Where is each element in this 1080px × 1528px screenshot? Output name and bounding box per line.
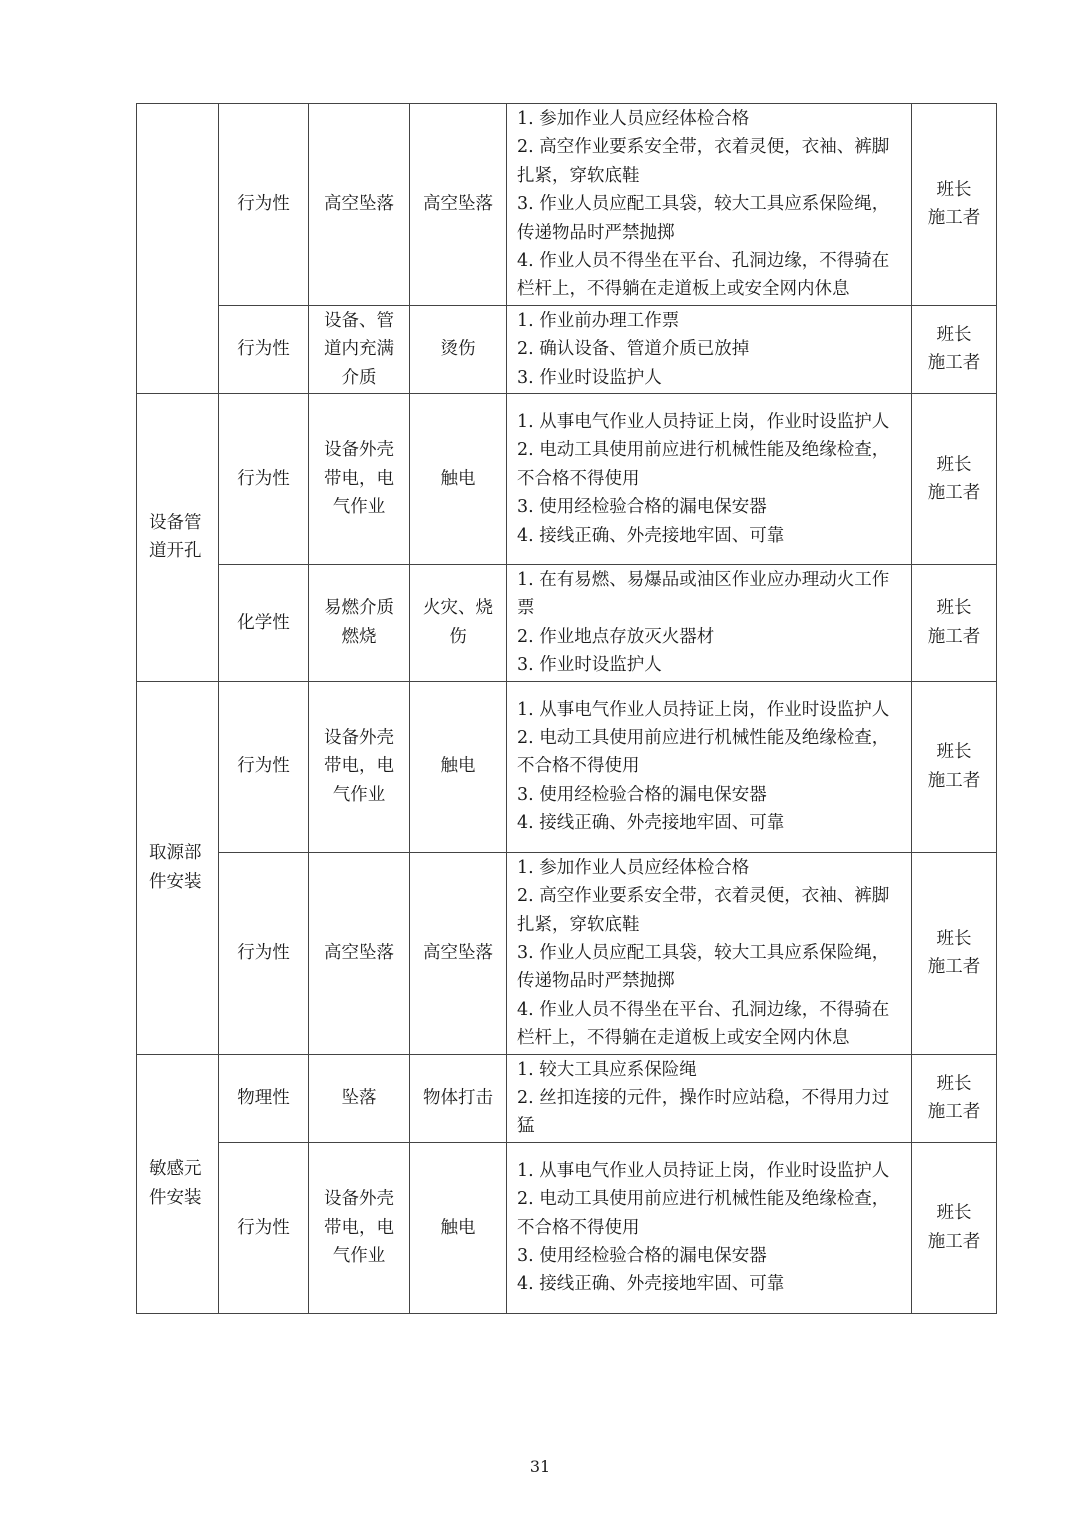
hazard-type-cell [219, 104, 309, 306]
hazard-consequence-cell [410, 305, 507, 393]
control-measures-cell [507, 565, 912, 682]
measure-item: 3. 作业时设监护人 [517, 367, 662, 388]
measure-item: 3. 作业人员应配工具袋，较大工具应系保险绳，传递物品时严禁抛掷 [517, 194, 890, 243]
measure-item: 1. 从事电气作业人员持证上岗，作业时设监护人 [517, 412, 890, 433]
measure-item: 3. 使用经检验合格的漏电保安器 [517, 784, 767, 805]
measure-item: 1. 参加作业人员应经体检合格 [517, 857, 750, 878]
hazard-cause-cell [309, 852, 410, 1054]
hazard-type-cell [219, 394, 309, 565]
hazard-type: 物理性 [237, 1087, 290, 1108]
measure-item: 1. 在有易燃、易爆品或油区作业应办理动火工作票 [517, 570, 890, 619]
responsible-person: 班长 [936, 928, 972, 949]
hazard-consequence-cell [410, 1054, 507, 1142]
responsible-person: 班长 [936, 180, 972, 201]
control-measures-cell [507, 104, 912, 306]
measure-item: 1. 较大工具应系保险绳 [517, 1059, 697, 1080]
hazard-cause: 设备外壳 带电，电 气作业 [324, 440, 394, 518]
hazard-cause: 设备外壳 带电，电 气作业 [324, 1189, 394, 1266]
hazard-consequence-cell [410, 681, 507, 852]
work-stage: 设备管 道开孔 [149, 512, 202, 562]
hazard-cause: 设备外壳 带电，电 气作业 [324, 728, 394, 805]
responsible-person: 施工者 [927, 483, 981, 504]
table-body [137, 104, 997, 1314]
table-row [137, 104, 997, 306]
hazard-consequence-cell [410, 104, 507, 306]
hazard-type-cell [219, 852, 309, 1054]
hazard-type: 行为性 [237, 339, 290, 360]
responsible-cell [912, 852, 997, 1054]
measure-item: 4. 接线正确、外壳接地牢固、可靠 [517, 813, 785, 834]
table-row [137, 1054, 997, 1142]
hazard-cause-cell [309, 394, 410, 565]
measure-item: 4. 接线正确、外壳接地牢固、可靠 [517, 1274, 785, 1295]
measure-item: 3. 使用经检验合格的漏电保安器 [517, 1245, 767, 1266]
safety-measures-table [136, 103, 997, 1314]
measure-item: 3. 使用经检验合格的漏电保安器 [517, 497, 767, 518]
hazard-consequence: 物体打击 [423, 1087, 493, 1108]
responsible-cell [912, 104, 997, 306]
control-measures-cell [507, 1142, 912, 1313]
measure-item: 4. 接线正确、外壳接地牢固、可靠 [517, 525, 785, 546]
hazard-cause: 坠落 [341, 1087, 377, 1108]
control-measures-cell [507, 1054, 912, 1142]
measure-item: 1. 从事电气作业人员持证上岗，作业时设监护人 [517, 1160, 890, 1181]
table-row [137, 852, 997, 1054]
responsible-cell [912, 1054, 997, 1142]
work-stage: 敏感元 件安装 [149, 1159, 202, 1208]
hazard-cause: 设备、管 道内充满 介质 [324, 310, 394, 388]
table-row [137, 565, 997, 682]
table-row [137, 1142, 997, 1313]
hazard-type: 行为性 [237, 942, 290, 963]
hazard-type: 行为性 [237, 1217, 290, 1238]
responsible-person: 施工者 [927, 353, 981, 374]
measure-item: 4. 作业人员不得坐在平台、孔洞边缘，不得骑在栏杆上，不得躺在走道板上或安全网内休息 [517, 251, 890, 300]
work-stage-cell [137, 681, 219, 1054]
hazard-cause-cell [309, 1054, 410, 1142]
measure-item: 1. 作业前办理工作票 [517, 310, 680, 331]
measure-item: 1. 从事电气作业人员持证上岗，作业时设监护人 [517, 699, 890, 720]
responsible-person: 施工者 [927, 1231, 981, 1252]
measure-item: 2. 高空作业要系安全带，衣着灵便，衣袖、裤脚扎紧，穿软底鞋 [517, 886, 890, 935]
responsible-person: 班长 [936, 1073, 972, 1094]
measure-item: 4. 作业人员不得坐在平台、孔洞边缘，不得骑在栏杆上，不得躺在走道板上或安全网内休息 [517, 999, 890, 1049]
responsible-cell [912, 394, 997, 565]
measure-item: 2. 电动工具使用前应进行机械性能及绝缘检查，不合格不得使用 [517, 440, 890, 489]
hazard-type-cell [219, 1142, 309, 1313]
measure-item: 2. 电动工具使用前应进行机械性能及绝缘检查，不合格不得使用 [517, 728, 890, 777]
responsible-cell [912, 1142, 997, 1313]
hazard-cause-cell [309, 1142, 410, 1313]
hazard-cause-cell [309, 565, 410, 682]
hazard-consequence: 烫伤 [440, 339, 476, 360]
hazard-cause-cell [309, 681, 410, 852]
responsible-person: 班长 [936, 1203, 972, 1224]
work-stage: 取源部 件安装 [149, 843, 202, 892]
work-stage-cell [137, 104, 219, 394]
hazard-consequence-cell [410, 565, 507, 682]
hazard-type: 行为性 [237, 468, 290, 489]
hazard-type-cell [219, 565, 309, 682]
hazard-consequence: 触电 [440, 1217, 476, 1238]
hazard-type: 行为性 [237, 194, 290, 215]
hazard-consequence: 高空坠落 [423, 194, 493, 215]
responsible-cell [912, 305, 997, 393]
measure-item: 2. 高空作业要系安全带，衣着灵便，衣袖、裤脚扎紧，穿软底鞋 [517, 137, 890, 186]
hazard-consequence-cell [410, 852, 507, 1054]
hazard-cause: 高空坠落 [324, 194, 394, 215]
hazard-consequence: 触电 [440, 756, 476, 777]
responsible-cell [912, 681, 997, 852]
measure-item: 3. 作业人员应配工具袋，较大工具应系保险绳，传递物品时严禁抛掷 [517, 942, 890, 992]
measure-item: 2. 电动工具使用前应进行机械性能及绝缘检查，不合格不得使用 [517, 1189, 890, 1238]
hazard-type-cell [219, 305, 309, 393]
work-stage-cell [137, 394, 219, 682]
hazard-cause: 高空坠落 [324, 942, 394, 963]
responsible-person: 班长 [936, 454, 972, 475]
responsible-person: 施工者 [927, 208, 981, 229]
control-measures-cell [507, 394, 912, 565]
responsible-person: 班长 [936, 325, 972, 346]
hazard-type: 行为性 [237, 756, 290, 777]
control-measures-cell [507, 852, 912, 1054]
work-stage-cell [137, 1054, 219, 1313]
hazard-consequence: 触电 [440, 468, 476, 489]
control-measures-cell [507, 305, 912, 393]
responsible-person: 施工者 [927, 770, 981, 791]
hazard-consequence: 火灾、烧 伤 [423, 598, 493, 647]
table-row [137, 305, 997, 393]
responsible-cell [912, 565, 997, 682]
hazard-type-cell [219, 681, 309, 852]
hazard-consequence-cell [410, 394, 507, 565]
measure-item: 3. 作业时设监护人 [517, 655, 662, 676]
measure-item: 2. 作业地点存放灭火器材 [517, 626, 715, 647]
page-number: 31 [529, 1457, 551, 1476]
hazard-consequence-cell [410, 1142, 507, 1313]
responsible-person: 施工者 [927, 626, 981, 647]
table-row [137, 394, 997, 565]
hazard-cause: 易燃介质 燃烧 [324, 598, 394, 647]
responsible-person: 班长 [936, 598, 972, 619]
measure-item: 2. 丝扣连接的元件，操作时应站稳，不得用力过猛 [517, 1087, 890, 1137]
hazard-consequence: 高空坠落 [423, 942, 493, 963]
table-row [137, 681, 997, 852]
hazard-cause-cell [309, 104, 410, 306]
control-measures-cell [507, 681, 912, 852]
hazard-type: 化学性 [237, 612, 290, 633]
hazard-type-cell [219, 1054, 309, 1142]
measure-item: 1. 参加作业人员应经体检合格 [517, 109, 750, 129]
measure-item: 2. 确认设备、管道介质已放掉 [517, 339, 750, 360]
responsible-person: 施工者 [927, 1102, 981, 1123]
hazard-cause-cell [309, 305, 410, 393]
responsible-person: 施工者 [927, 957, 981, 978]
responsible-person: 班长 [936, 742, 972, 763]
